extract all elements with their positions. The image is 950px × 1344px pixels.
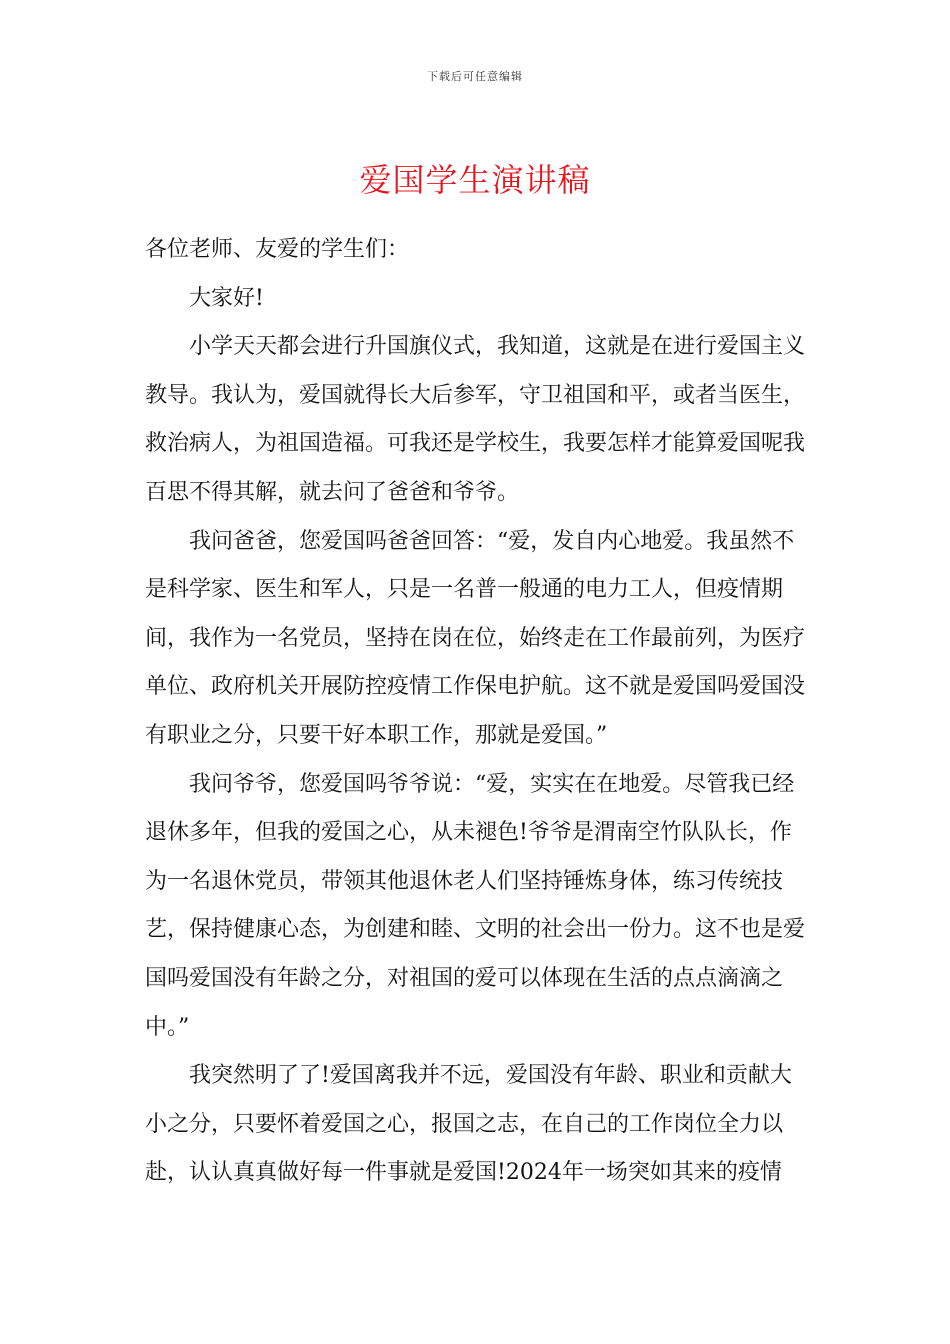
salutation: 各位老师、友爱的学生们： [145, 237, 410, 262]
paragraph: 小学天天都会进行升国旗仪式，我知道，这就是在进行爱国主义教导。我认为，爱国就得长大后参军，守卫祖国和平，或者当医生，救治病人，为祖国造福。可我还是学校生，我要怎样才能算爱国呢我百思不得其解，就去问了爸爸和爷爷。 [145, 334, 806, 505]
paragraph-greeting: 大家好! [189, 285, 264, 311]
document-body [145, 226, 807, 1198]
header-note: 下载后可任意编辑 [427, 70, 523, 83]
document-title: 爱国学生演讲稿 [359, 161, 591, 200]
paragraph: 我问爷爷，您爱国吗爷爷说：“爱，实实在在地爱。尽管我已经退休多年，但我的爱国之心，从未褪色!爷爷是渭南空竹队队长，作为一名退休党员，带领其他退休老人们坚持锤炼身体，练习传统技艺，保持健康心态，为创建和睦、文明的社会出一份力。这不也是爱国吗爱国没有年龄之分，对祖国的爱可以体现在生活的点点滴滴之中。” [145, 771, 806, 1040]
paragraph: 我突然明了了!爱国离我并不远，爱国没有年龄、职业和贡献大小之分，只要怀着爱国之心，报国之志，在自己的工作岗位全力以赴，认认真真做好每一件事就是爱国!2024年一场突如其来的疫情 [145, 1063, 792, 1186]
paragraph: 我问爸爸，您爱国吗爸爸回答：“爱，发自内心地爱。我虽然不是科学家、医生和军人，只是一名普一般通的电力工人，但疫情期间，我作为一名党员，坚持在岗在位，始终走在工作最前列，为医疗单位、政府机关开展防控疫情工作保电护航。这不就是爱国吗爱国没有职业之分，只要干好本职工作，那就是爱国。” [145, 528, 806, 748]
